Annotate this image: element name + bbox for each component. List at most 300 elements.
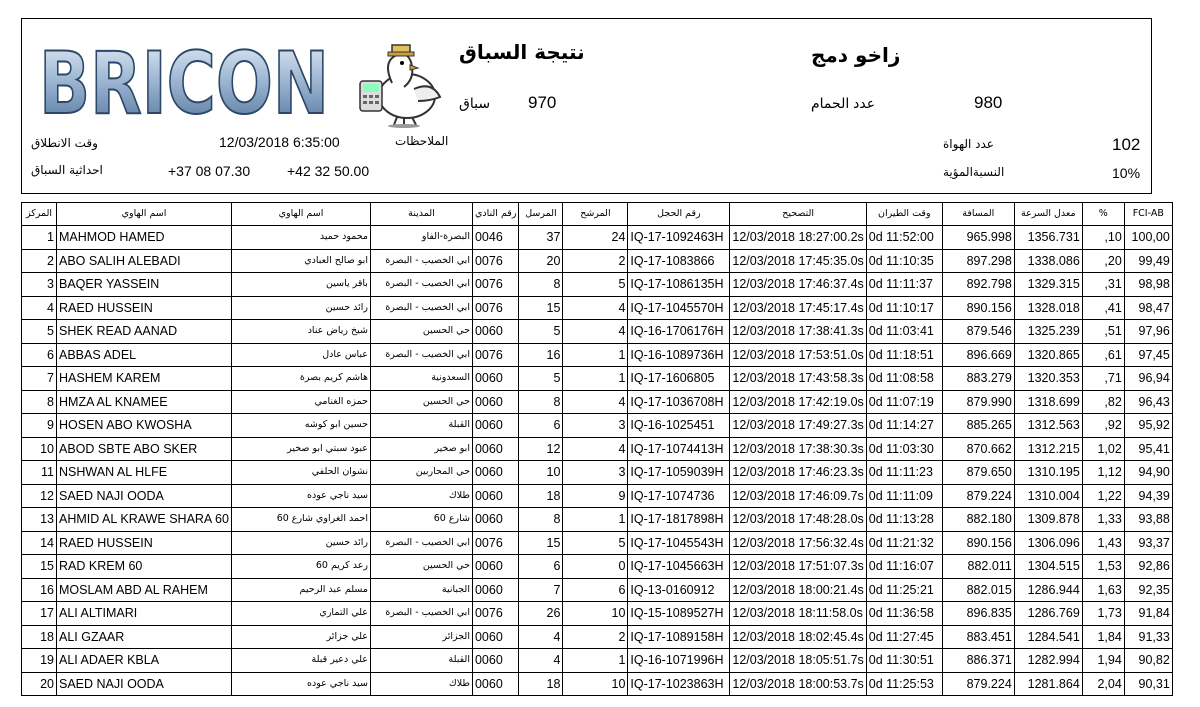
cell-nominated: 4	[563, 296, 628, 320]
cell-ring: IQ-17-1023863H	[628, 672, 730, 696]
cell-name-en: AHMID AL KRAWE SHARA 60	[57, 508, 232, 532]
cell-speed: 1309.878	[1014, 508, 1082, 532]
cell-speed: 1306.096	[1014, 531, 1082, 555]
cell-flight-time: 0d 11:25:21	[866, 578, 942, 602]
col-sent: المرسل	[519, 203, 563, 226]
cell-city: ابي الخصيب - البصرة	[370, 273, 472, 297]
cell-ring: IQ-17-1817898H	[628, 508, 730, 532]
cell-nominated: 4	[563, 320, 628, 344]
cell-name-ar: حسين ابو كوشه	[231, 414, 370, 438]
cell-ring: IQ-17-1083866	[628, 249, 730, 273]
cell-name-en: HASHEM KAREM	[57, 367, 232, 391]
col-ring: رقم الحجل	[628, 203, 730, 226]
cell-city: ابي الخصيب - البصرة	[370, 249, 472, 273]
cell-rank: 5	[22, 320, 57, 344]
cell-clock: 12/03/2018 17:45:35.0s	[730, 249, 866, 273]
col-city: المدينة	[370, 203, 472, 226]
cell-flight-time: 0d 11:08:58	[866, 367, 942, 391]
table-row	[22, 367, 1173, 391]
col-name-ar: اسم الهاوي	[231, 203, 370, 226]
cell-name-ar: رائد حسين	[231, 296, 370, 320]
cell-distance: 886.371	[942, 649, 1014, 673]
cell-club: 0076	[472, 296, 518, 320]
col-speed: معدل السرعة	[1014, 203, 1082, 226]
cell-ring: IQ-15-1089527H	[628, 602, 730, 626]
cell-distance: 883.279	[942, 367, 1014, 391]
cell-clock: 12/03/2018 17:49:27.3s	[730, 414, 866, 438]
cell-sent: 5	[519, 320, 563, 344]
release-time-value: 12/03/2018 6:35:00	[219, 134, 340, 150]
cell-rank: 4	[22, 296, 57, 320]
cell-name-ar: عبود سبتي ابو صخير	[231, 437, 370, 461]
cell-clock: 12/03/2018 17:38:41.3s	[730, 320, 866, 344]
col-clock: التصحيح	[730, 203, 866, 226]
table-row	[22, 320, 1173, 344]
cell-speed: 1284.541	[1014, 625, 1082, 649]
birds-value: 980	[974, 93, 1003, 112]
cell-ring: IQ-16-1706176H	[628, 320, 730, 344]
cell-rank: 12	[22, 484, 57, 508]
cell-speed: 1318.699	[1014, 390, 1082, 414]
coord-latitude: +37 08 07.30	[168, 163, 251, 179]
cell-name-en: MOSLAM ABD AL RAHEM	[57, 578, 232, 602]
coord-longitude: +42 32 50.00	[287, 163, 370, 179]
col-club: رقم النادي	[472, 203, 518, 226]
cell-distance: 882.011	[942, 555, 1014, 579]
table-header-row	[22, 203, 1173, 226]
cell-city: حي الحسين	[370, 555, 472, 579]
cell-nominated: 1	[563, 343, 628, 367]
cell-clock: 12/03/2018 17:42:19.0s	[730, 390, 866, 414]
cell-club: 0060	[472, 672, 518, 696]
cell-pct: ,10	[1082, 226, 1124, 250]
cell-city: ابي الخصيب - البصرة	[370, 602, 472, 626]
cell-club: 0060	[472, 320, 518, 344]
cell-sent: 7	[519, 578, 563, 602]
cell-pct: ,51	[1082, 320, 1124, 344]
cell-sent: 18	[519, 484, 563, 508]
cell-fci: 97,96	[1124, 320, 1172, 344]
cell-ring: IQ-17-1045570H	[628, 296, 730, 320]
cell-flight-time: 0d 11:11:09	[866, 484, 942, 508]
cell-club: 0060	[472, 649, 518, 673]
percent-label: النسبةالمؤية	[943, 165, 1005, 179]
cell-city: حي الحسين	[370, 320, 472, 344]
cell-flight-time: 0d 11:13:28	[866, 508, 942, 532]
cell-sent: 4	[519, 625, 563, 649]
cell-rank: 15	[22, 555, 57, 579]
cell-name-ar: سيد ناجي عوده	[231, 484, 370, 508]
cell-ring: IQ-16-1071996H	[628, 649, 730, 673]
cell-city: حي المحاربين	[370, 461, 472, 485]
cell-name-ar: عباس عادل	[231, 343, 370, 367]
cell-distance: 879.224	[942, 484, 1014, 508]
cell-city: شارع 60	[370, 508, 472, 532]
cell-rank: 11	[22, 461, 57, 485]
cell-nominated: 4	[563, 390, 628, 414]
cell-club: 0060	[472, 367, 518, 391]
cell-pct: ,61	[1082, 343, 1124, 367]
cell-flight-time: 0d 11:10:17	[866, 296, 942, 320]
cell-flight-time: 0d 11:27:45	[866, 625, 942, 649]
cell-city: القبلة	[370, 649, 472, 673]
cell-distance: 883.451	[942, 625, 1014, 649]
cell-name-en: SAED NAJI OODA	[57, 484, 232, 508]
cell-fci: 100,00	[1124, 226, 1172, 250]
table-row	[22, 414, 1173, 438]
cell-fci: 99,49	[1124, 249, 1172, 273]
cell-speed: 1329.315	[1014, 273, 1082, 297]
cell-speed: 1325.239	[1014, 320, 1082, 344]
cell-fci: 92,86	[1124, 555, 1172, 579]
cell-ring: IQ-17-1074736	[628, 484, 730, 508]
cell-club: 0076	[472, 531, 518, 555]
cell-rank: 16	[22, 578, 57, 602]
cell-rank: 18	[22, 625, 57, 649]
cell-nominated: 3	[563, 461, 628, 485]
cell-clock: 12/03/2018 17:51:07.3s	[730, 555, 866, 579]
cell-speed: 1310.004	[1014, 484, 1082, 508]
race-count-value: 970	[528, 93, 557, 112]
cell-city: حي الحسين	[370, 390, 472, 414]
cell-clock: 12/03/2018 18:00:21.4s	[730, 578, 866, 602]
cell-nominated: 6	[563, 578, 628, 602]
cell-club: 0046	[472, 226, 518, 250]
cell-pct: ,41	[1082, 296, 1124, 320]
cell-distance: 890.156	[942, 296, 1014, 320]
cell-fci: 98,47	[1124, 296, 1172, 320]
cell-name-ar: سيد ناجي عوده	[231, 672, 370, 696]
cell-distance: 892.798	[942, 273, 1014, 297]
cell-name-ar: رعد كريم 60	[231, 555, 370, 579]
cell-club: 0076	[472, 602, 518, 626]
cell-flight-time: 0d 11:18:51	[866, 343, 942, 367]
cell-clock: 12/03/2018 17:46:09.7s	[730, 484, 866, 508]
cell-name-ar: علي التماري	[231, 602, 370, 626]
cell-flight-time: 0d 11:14:27	[866, 414, 942, 438]
col-name-en: اسم الهاوي	[57, 203, 232, 226]
cell-name-ar: علي جزائر	[231, 625, 370, 649]
cell-club: 0076	[472, 249, 518, 273]
col-fci: FCI-AB	[1124, 203, 1172, 226]
table-row	[22, 226, 1173, 250]
cell-distance: 879.650	[942, 461, 1014, 485]
cell-ring: IQ-17-1089158H	[628, 625, 730, 649]
cell-rank: 17	[22, 602, 57, 626]
cell-distance: 885.265	[942, 414, 1014, 438]
cell-flight-time: 0d 11:11:23	[866, 461, 942, 485]
cell-pct: 1,73	[1082, 602, 1124, 626]
cell-speed: 1320.865	[1014, 343, 1082, 367]
cell-sent: 20	[519, 249, 563, 273]
cell-club: 0060	[472, 461, 518, 485]
cell-speed: 1282.994	[1014, 649, 1082, 673]
cell-city: ابي الخصيب - البصرة	[370, 343, 472, 367]
cell-city: الجبانية	[370, 578, 472, 602]
cell-ring: IQ-17-1045663H	[628, 555, 730, 579]
cell-flight-time: 0d 11:52:00	[866, 226, 942, 250]
table-row	[22, 508, 1173, 532]
table-row	[22, 555, 1173, 579]
cell-speed: 1286.769	[1014, 602, 1082, 626]
cell-club: 0076	[472, 273, 518, 297]
table-row	[22, 249, 1173, 273]
cell-distance: 879.224	[942, 672, 1014, 696]
cell-sent: 15	[519, 296, 563, 320]
cell-flight-time: 0d 11:30:51	[866, 649, 942, 673]
cell-name-en: HOSEN ABO KWOSHA	[57, 414, 232, 438]
table-row	[22, 390, 1173, 414]
pigeon-mascot-icon	[352, 41, 447, 129]
cell-fci: 96,43	[1124, 390, 1172, 414]
cell-sent: 6	[519, 555, 563, 579]
cell-fci: 94,90	[1124, 461, 1172, 485]
cell-distance: 897.298	[942, 249, 1014, 273]
cell-nominated: 9	[563, 484, 628, 508]
cell-sent: 4	[519, 649, 563, 673]
cell-clock: 12/03/2018 18:05:51.7s	[730, 649, 866, 673]
cell-fci: 93,88	[1124, 508, 1172, 532]
cell-fci: 94,39	[1124, 484, 1172, 508]
cell-fci: 90,31	[1124, 672, 1172, 696]
results-table	[21, 202, 1173, 696]
col-flight-time: وقت الطيران	[866, 203, 942, 226]
cell-city: الجزائر	[370, 625, 472, 649]
cell-speed: 1338.086	[1014, 249, 1082, 273]
notes-label: الملاحظات	[395, 134, 449, 148]
cell-nominated: 24	[563, 226, 628, 250]
cell-ring: IQ-17-1606805	[628, 367, 730, 391]
cell-rank: 13	[22, 508, 57, 532]
cell-club: 0060	[472, 555, 518, 579]
cell-nominated: 10	[563, 672, 628, 696]
cell-city: ابي الخصيب - البصرة	[370, 531, 472, 555]
birds-label: عدد الحمام	[811, 95, 876, 111]
cell-rank: 10	[22, 437, 57, 461]
cell-distance: 882.015	[942, 578, 1014, 602]
cell-speed: 1281.864	[1014, 672, 1082, 696]
cell-clock: 12/03/2018 18:00:53.7s	[730, 672, 866, 696]
loft-name: زاخو دمج	[811, 43, 901, 67]
cell-pct: 1,84	[1082, 625, 1124, 649]
table-row	[22, 273, 1173, 297]
fanciers-value: 102	[1112, 135, 1141, 154]
cell-distance: 890.156	[942, 531, 1014, 555]
table-row	[22, 484, 1173, 508]
cell-sent: 5	[519, 367, 563, 391]
cell-pct: 1,94	[1082, 649, 1124, 673]
bricon-logo	[35, 33, 335, 134]
cell-distance: 896.669	[942, 343, 1014, 367]
cell-name-ar: هاشم كريم بصرة	[231, 367, 370, 391]
cell-speed: 1312.563	[1014, 414, 1082, 438]
cell-name-en: RAED HUSSEIN	[57, 531, 232, 555]
cell-rank: 9	[22, 414, 57, 438]
cell-fci: 98,98	[1124, 273, 1172, 297]
cell-rank: 8	[22, 390, 57, 414]
cell-name-ar: مسلم عبد الرحيم	[231, 578, 370, 602]
cell-speed: 1286.944	[1014, 578, 1082, 602]
cell-name-ar: ابو صالح العبادي	[231, 249, 370, 273]
cell-fci: 91,33	[1124, 625, 1172, 649]
cell-sent: 10	[519, 461, 563, 485]
cell-city: طلاك	[370, 672, 472, 696]
cell-nominated: 1	[563, 649, 628, 673]
table-row	[22, 343, 1173, 367]
cell-sent: 12	[519, 437, 563, 461]
cell-nominated: 0	[563, 555, 628, 579]
cell-speed: 1328.018	[1014, 296, 1082, 320]
cell-ring: IQ-13-0160912	[628, 578, 730, 602]
cell-name-en: ABBAS ADEL	[57, 343, 232, 367]
cell-distance: 879.990	[942, 390, 1014, 414]
cell-nominated: 4	[563, 437, 628, 461]
col-pct: %	[1082, 203, 1124, 226]
table-row	[22, 531, 1173, 555]
cell-flight-time: 0d 11:07:19	[866, 390, 942, 414]
cell-nominated: 5	[563, 273, 628, 297]
cell-nominated: 3	[563, 414, 628, 438]
cell-pct: 1,12	[1082, 461, 1124, 485]
cell-speed: 1356.731	[1014, 226, 1082, 250]
cell-rank: 3	[22, 273, 57, 297]
cell-distance: 882.180	[942, 508, 1014, 532]
cell-fci: 93,37	[1124, 531, 1172, 555]
cell-club: 0060	[472, 578, 518, 602]
report-header	[21, 18, 1152, 194]
cell-sent: 16	[519, 343, 563, 367]
cell-clock: 12/03/2018 17:56:32.4s	[730, 531, 866, 555]
cell-sent: 15	[519, 531, 563, 555]
table-row	[22, 461, 1173, 485]
cell-pct: ,92	[1082, 414, 1124, 438]
cell-ring: IQ-16-1025451	[628, 414, 730, 438]
coords-label: احداثية السباق	[31, 163, 103, 177]
cell-club: 0076	[472, 343, 518, 367]
cell-sent: 8	[519, 508, 563, 532]
cell-name-en: ABOD SBTE ABO SKER	[57, 437, 232, 461]
cell-ring: IQ-17-1045543H	[628, 531, 730, 555]
table-row	[22, 578, 1173, 602]
cell-name-ar: محمود حميد	[231, 226, 370, 250]
cell-pct: 1,02	[1082, 437, 1124, 461]
col-rank: المركز	[22, 203, 57, 226]
cell-name-en: SAED NAJI OODA	[57, 672, 232, 696]
cell-clock: 12/03/2018 17:43:58.3s	[730, 367, 866, 391]
cell-city: طلاك	[370, 484, 472, 508]
cell-club: 0060	[472, 625, 518, 649]
cell-ring: IQ-16-1089736H	[628, 343, 730, 367]
table-row	[22, 625, 1173, 649]
cell-pct: 2,04	[1082, 672, 1124, 696]
cell-clock: 12/03/2018 18:11:58.0s	[730, 602, 866, 626]
cell-speed: 1320.353	[1014, 367, 1082, 391]
cell-rank: 20	[22, 672, 57, 696]
fanciers-label: عدد الهواة	[943, 137, 994, 151]
cell-speed: 1312.215	[1014, 437, 1082, 461]
cell-nominated: 2	[563, 249, 628, 273]
cell-rank: 1	[22, 226, 57, 250]
cell-pct: 1,53	[1082, 555, 1124, 579]
cell-clock: 12/03/2018 18:02:45.4s	[730, 625, 866, 649]
cell-club: 0060	[472, 414, 518, 438]
cell-nominated: 1	[563, 367, 628, 391]
table-row	[22, 602, 1173, 626]
cell-pct: ,20	[1082, 249, 1124, 273]
table-row	[22, 649, 1173, 673]
cell-pct: 1,43	[1082, 531, 1124, 555]
cell-name-ar: علي دعير قبلة	[231, 649, 370, 673]
cell-sent: 8	[519, 273, 563, 297]
cell-distance: 896.835	[942, 602, 1014, 626]
cell-ring: IQ-17-1086135H	[628, 273, 730, 297]
cell-rank: 19	[22, 649, 57, 673]
cell-city: السعدونية	[370, 367, 472, 391]
cell-name-en: NSHWAN AL HLFE	[57, 461, 232, 485]
cell-pct: 1,33	[1082, 508, 1124, 532]
table-row	[22, 296, 1173, 320]
cell-rank: 6	[22, 343, 57, 367]
cell-nominated: 2	[563, 625, 628, 649]
cell-rank: 2	[22, 249, 57, 273]
cell-ring: IQ-17-1074413H	[628, 437, 730, 461]
cell-club: 0060	[472, 390, 518, 414]
cell-name-en: ABO SALIH ALEBADI	[57, 249, 232, 273]
cell-pct: 1,22	[1082, 484, 1124, 508]
cell-name-en: ALI GZAAR	[57, 625, 232, 649]
percent-value: 10%	[1112, 165, 1141, 181]
cell-clock: 12/03/2018 17:46:23.3s	[730, 461, 866, 485]
cell-club: 0060	[472, 508, 518, 532]
cell-rank: 14	[22, 531, 57, 555]
cell-name-ar: احمد الغراوي شارع 60	[231, 508, 370, 532]
cell-pct: ,82	[1082, 390, 1124, 414]
cell-flight-time: 0d 11:10:35	[866, 249, 942, 273]
cell-clock: 12/03/2018 17:46:37.4s	[730, 273, 866, 297]
cell-name-en: ALI ADAER KBLA	[57, 649, 232, 673]
cell-sent: 26	[519, 602, 563, 626]
cell-flight-time: 0d 11:03:30	[866, 437, 942, 461]
cell-speed: 1304.515	[1014, 555, 1082, 579]
cell-fci: 96,94	[1124, 367, 1172, 391]
race-result-title: نتيجة السباق	[459, 40, 585, 64]
cell-flight-time: 0d 11:36:58	[866, 602, 942, 626]
cell-city: القبلة	[370, 414, 472, 438]
cell-club: 0060	[472, 437, 518, 461]
release-time-label: وقت الانطلاق	[31, 136, 98, 150]
cell-fci: 97,45	[1124, 343, 1172, 367]
cell-distance: 870.662	[942, 437, 1014, 461]
cell-clock: 12/03/2018 17:53:51.0s	[730, 343, 866, 367]
cell-fci: 91,84	[1124, 602, 1172, 626]
cell-fci: 90,82	[1124, 649, 1172, 673]
cell-pct: ,31	[1082, 273, 1124, 297]
logo-text: BRICON	[39, 34, 329, 134]
cell-nominated: 10	[563, 602, 628, 626]
cell-clock: 12/03/2018 17:48:28.0s	[730, 508, 866, 532]
cell-name-ar: حمزه الغنامي	[231, 390, 370, 414]
cell-sent: 18	[519, 672, 563, 696]
cell-ring: IQ-17-1059039H	[628, 461, 730, 485]
cell-name-en: ALI ALTIMARI	[57, 602, 232, 626]
cell-name-en: HMZA AL KNAMEE	[57, 390, 232, 414]
col-distance: المسافة	[942, 203, 1014, 226]
cell-ring: IQ-17-1036708H	[628, 390, 730, 414]
table-row	[22, 672, 1173, 696]
cell-city: البصرة-الفاو	[370, 226, 472, 250]
cell-pct: ,71	[1082, 367, 1124, 391]
cell-fci: 95,41	[1124, 437, 1172, 461]
